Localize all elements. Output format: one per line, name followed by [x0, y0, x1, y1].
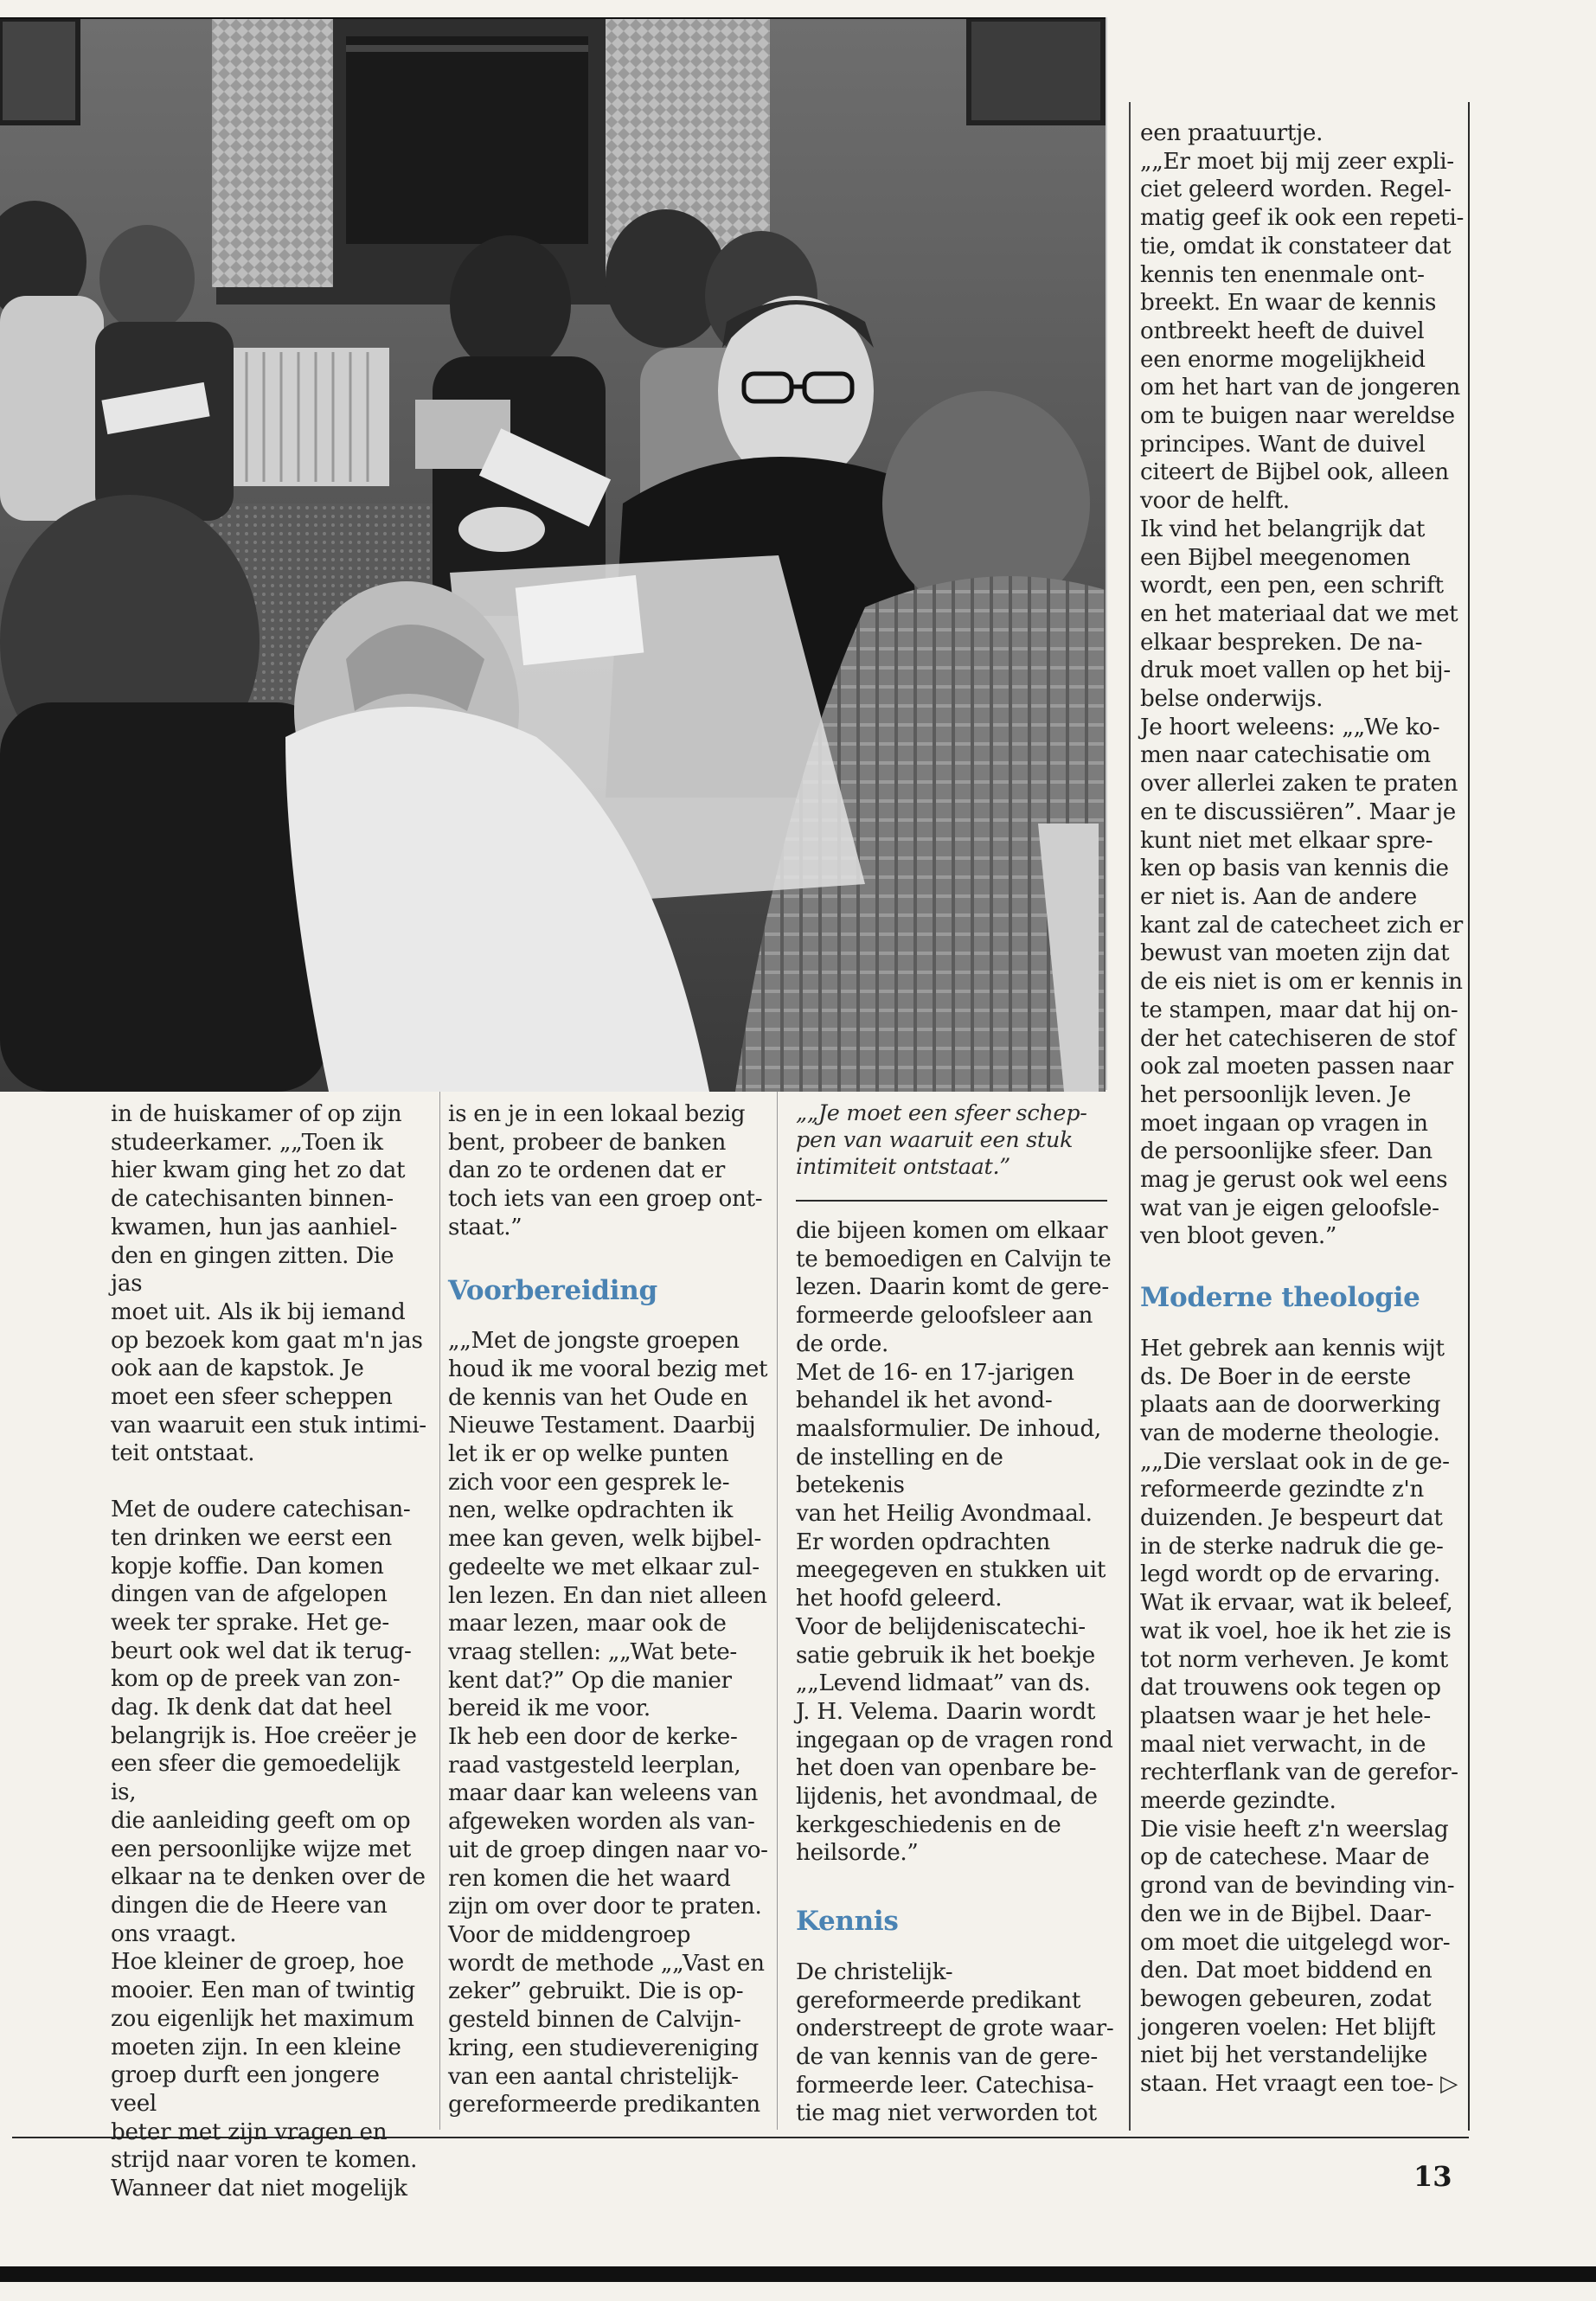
col4-paragraph-2	[1140, 1335, 1464, 2099]
top-margin	[0, 0, 1596, 17]
column-4	[1140, 119, 1464, 2099]
heading-voorbereiding: Voorbereiding	[448, 1274, 657, 1306]
col4-paragraph-1: een praatuurtje. „„Er moet bij mij zeer expli- ciet geleerd worden. Regel- matig geef ik ook een repeti- tie, omdat ik constateer dat kennis ten enenmale ont- breekt. En waar de kennis ontbreekt heeft de duivel een enorme mogelijkheid om het hart van de jongeren om te buigen naar wereldse principes. Want de duivel citeert de Bijbel ook, alleen voor de helft. Ik vind het belangrijk dat een Bijbel meegenomen wordt, een pen, een schrift en het materiaal dat we met elkaar bespreken. De na- druk moet vallen op het bij- belse onderwijs. Je hoort weleens: „„We ko- men naar catechisatie om over allerlei zaken te praten en te discussiëren”. Maar je kunt niet met elkaar spre- ken op basis van kennis die er niet is. Aan de andere kant zal de catecheet zich er bewust van moeten zijn dat de eis niet is om er kennis in te stampen, maar dat hij on- der het catechiseren de stof ook zal moeten passen naar het persoonlijk leven. Je moet ingaan op vragen in de persoonlijke sfeer. Dan mag je gerust ook wel eens wat van je eigen geloofsle- ven bloot geven.”	[1140, 120, 1465, 1250]
col3-paragraph-2: De christelijk- gereformeerde predikant onderstreept de grote waar- de van kennis van de gere- formeerde leer. Catechisa- tie mag niet verworden tot	[796, 1958, 1114, 2127]
column-divider-2	[777, 1092, 778, 2130]
col4-paragraph-2-text: Het gebrek aan kennis wijt ds. De Boer in de eerste plaats aan de doorwerking van de moderne theologie. „„Die verslaat ook in de ge- reformeerde gezindte z'n duizenden. Je bespeurt dat in de sterke nadruk die ge- legd wordt op de ervaring. Wat ik ervaar, wat ik beleef, wat ik voel, hoe ik het zie is tot norm verheven. Je komt dat trouwens ook tegen op plaatsen waar je het hele- maal niet verwacht, in de rechterflank van de gerefor- meerde gezindte. Die visie heeft z'n weerslag op de catechese. Maar de grond van de bevinding vin- den we in de Bijbel. Daar- om moet die uitgelegd wor- den. Dat moet biddend en bewogen gebeuren, zodat jongeren voelen: Het blijft niet bij het verstandelijke staan. Het vraagt een toe-	[1140, 1335, 1458, 2098]
col3-paragraph-1: die bijeen komen om elkaar te bemoedigen en Calvijn te lezen. Daarin komt de gere- formeerde geloofsleer aan de orde. Met de 16- en 17-jarigen behandel ik het avond- maalsformulier. De inhoud, de instelling en de betekenis van het Heilig Avondmaal. Er worden opdrachten meegegeven en stukken uit het hoofd geleerd. Voor de belijdeniscatechi- satie gebruik ik het boekje „„Levend lidmaat” van ds. J. H. Velema. Daarin wordt ingegaan op de vragen rond het doen van openbare be- lijdenis, het avondmaal, de kerkgeschiedenis en de heilsorde.”	[796, 1218, 1113, 1867]
page-number: 13	[1413, 2160, 1452, 2193]
col2-paragraph-1: is en je in een lokaal bezig bent, probeer de banken dan zo te ordenen dat er toch iets van een groep ont- staat.”	[448, 1101, 763, 1240]
column-rule-right	[1106, 17, 1107, 1090]
bottom-margin	[0, 2282, 1596, 2301]
pull-quote-rule	[796, 1200, 1107, 1202]
continue-arrow-icon: ▷	[1440, 2071, 1458, 2098]
heading-kennis: Kennis	[796, 1906, 899, 1938]
column-2	[448, 1100, 768, 2119]
column-box-right-edge	[1468, 102, 1470, 2131]
heading-moderne-theologie: Moderne theologie	[1140, 1282, 1420, 1314]
column-box-left-edge	[1129, 102, 1131, 2131]
pull-quote: „„Je moet een sfeer schep- pen van waaruit een stuk intimiteit ontstaat.”	[796, 1100, 1087, 1180]
column-3	[796, 1100, 1116, 2128]
col1-paragraph-1: in de huiskamer of op zijn studeerkamer. „„Toen ik hier kwam ging het zo dat de catechisanten binnen- kwamen, hun jas aanhiel- den en gingen zitten. Die jas moet uit. Als ik bij iemand op bezoek kom gaat m'n jas ook aan de kapstok. Je moet een sfeer scheppen van waaruit een stuk intimi- teit ontstaat.	[111, 1101, 426, 1467]
article-photo	[0, 17, 1106, 1092]
bottom-border	[0, 2266, 1596, 2282]
column-1	[111, 1100, 431, 2203]
col2-paragraph-2: „„Met de jongste groepen houd ik me vooral bezig met de kennis van het Oude en Nieuwe Testament. Daarbij let ik er op welke punten zich voor een gesprek le- nen, welke opdrachten ik mee kan geven, welk bijbel- gedeelte we met elkaar zul- len lezen. En dan niet alleen maar lezen, maar ook de vraag stellen: „„Wat bete- kent dat?” Op die manier bereid ik me voor. Ik heb een door de kerke- raad vastgesteld leerplan, maar daar kan weleens van afgeweken worden als van- uit de groep dingen naar vo- ren komen die het waard zijn om over door te praten. Voor de middengroep wordt de methode „„Vast en zeker” gebruikt. Die is op- gesteld binnen de Calvijn- kring, een studievereniging van een aantal christelijk- gereformeerde predikanten	[448, 1328, 768, 2118]
col1-paragraph-2: Met de oudere catechisan- ten drinken we eerst een kopje koffie. Dan komen dingen van de afgelopen week ter sprake. Het ge- beurt ook wel dat ik terug- kom op de preek van zon- dag. Ik denk dat dat heel belangrijk is. Hoe creëer je een sfeer die gemoedelijk is, die aanleiding geeft om op een persoonlijke wijze met elkaar na te denken over de dingen die de Heere van ons vraagt. Hoe kleiner de groep, hoe mooier. Een man of twintig zou eigenlijk het maximum moeten zijn. In een kleine groep durft een jongere veel beter met zijn vragen en strijd naar voren te komen. Wanneer dat niet mogelijk	[111, 1497, 426, 2202]
photo-catechism-class-icon	[0, 19, 1106, 1092]
column-divider-1	[439, 1092, 440, 2130]
